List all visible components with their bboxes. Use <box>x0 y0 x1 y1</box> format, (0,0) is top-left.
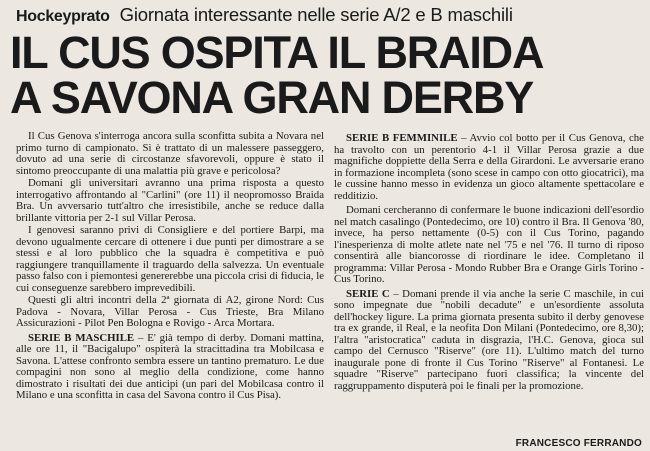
paragraph: Domani cercheranno di confermare le buone indicazioni dell'esordio nel match casalingo (Pontedecimo, ore 10) contro il Bra. Il Genova '80, invece, ha perso nettamente (0-5) con il Cus Torino, pagando l'inesperienza di molte atlete nate nel '75 e nel '76. Il turno di riposo consentirà alle biancorosse di riordinare le idee. Completano il programma: Villar Perosa - Mondo Rubber Bra e Orange Girls Torino - Cus Torino. <box>334 204 644 285</box>
paragraph-text: – Domani prende il via anche la serie C maschile, in cui sono impegnate due "nobili decadute" e un'esordiente assoluta dell'hockey ligure. La prima giornata presenta subito il derby genovese tra ex grande, il Real, e la neofita Don Milani (Pontedecimo, ore 8,30); l'altra "aristocratica" caduta in disgrazia, l'H.C. Genova, gioca sul campo del Cernusco "Riserve" (ore 11). L'ultimo match del turno inaugurale pone di fronte il Cus Torino "Riserve" al Fontanesi. Le squadre "Riserve" partecipano fuori classifica; la vincente del raggruppamento disputerà poi le finali per la promozione. <box>334 287 644 392</box>
byline: FRANCESCO FERRANDO <box>515 438 642 449</box>
paragraph: Questi gli altri incontri della 2ª giornata di A2, girone Nord: Cus Padova - Novara, Villar Perosa - Cus Trieste, Bra Milano Assicurazioni - Pilot Pen Bologna e Rovigo - Arca Mortara. <box>16 294 324 329</box>
article-kicker <box>16 4 642 26</box>
subhead-serie-b-femminile: SERIE B FEMMINILE <box>346 132 458 144</box>
left-column <box>16 131 324 402</box>
paragraph-text: – Avvio col botto per il Cus Genova, che ha travolto con un perentorio 4-1 il Villar Perosa grazie a due magnifiche doppiette della Serra e della Girardoni. Le avversarie erano in formazione incompleta (sono scese in campo con otto giocatrici), ma le cussine hanno messo in evidenza un gioco altamente spettacolare e redditizio. <box>334 132 644 202</box>
paragraph: I genovesi saranno privi di Consigliere e del portiere Barpi, ma devono ugualmente cercare di ottenere i due punti per dimostrare a se stessi e al loro pubblico che la squadra è competitiva e può raggiungere tranquillamente il traguardo della salvezza. Un eventuale passo falso con i piemontesi genererebbe una piccola crisi di fiducia, le cui conseguenze sarebbero imprevedibili. <box>16 224 324 294</box>
section-name: Hockeyprato <box>16 8 110 25</box>
headline-line-1: IL CUS OSPITA IL BRAIDA <box>10 27 544 78</box>
paragraph: Domani gli universitari avranno una prima risposta a questo interrogativo affrontando al "Carlini" (ore 11) il neopromosso Braida Bra. Un avversario tutt'altro che irresistibile, anche se reduce dalla brillante vittoria per 2-1 sul Villar Perosa. <box>16 177 324 224</box>
subhead-serie-b-maschile: SERIE B MASCHILE <box>28 331 135 344</box>
paragraph-text: – E' già tempo di derby. Domani mattina, alle ore 11, il "Bacigalupo" ospiterà la stracittadina tra Mobilcasa e Savona. L'attese confronto sembra essere un tantino prematuro. Le due compagini non sono al meglio della condizione, come hanno dimostrato i risultati dei due anticipi (un pari del Mobilcasa contro il Milano e una sconfitta in casa del Savona contro il Cus Pisa). <box>16 331 324 401</box>
subhead-serie-c: SERIE C <box>346 287 390 300</box>
headline-line-2: A SAVONA GRAN DERBY <box>10 72 534 123</box>
article-subtitle: Giornata interessante nelle serie A/2 e B maschili <box>119 4 513 25</box>
right-column <box>334 133 644 392</box>
article-headline <box>10 27 644 123</box>
paragraph-serie-b-maschile <box>16 333 324 402</box>
paragraph-serie-c <box>334 289 644 393</box>
paragraph-serie-b-femminile <box>334 133 644 202</box>
paragraph: Il Cus Genova s'interroga ancora sulla sconfitta subita a Novara nel primo turno di campionato. Si è trattato di un malessere passeggero, dovuto ad una serie di circostanze sfavorevoli, oppure è stato il sintomo preoccupante di una malattia più grave e pericolosa? <box>16 130 324 177</box>
